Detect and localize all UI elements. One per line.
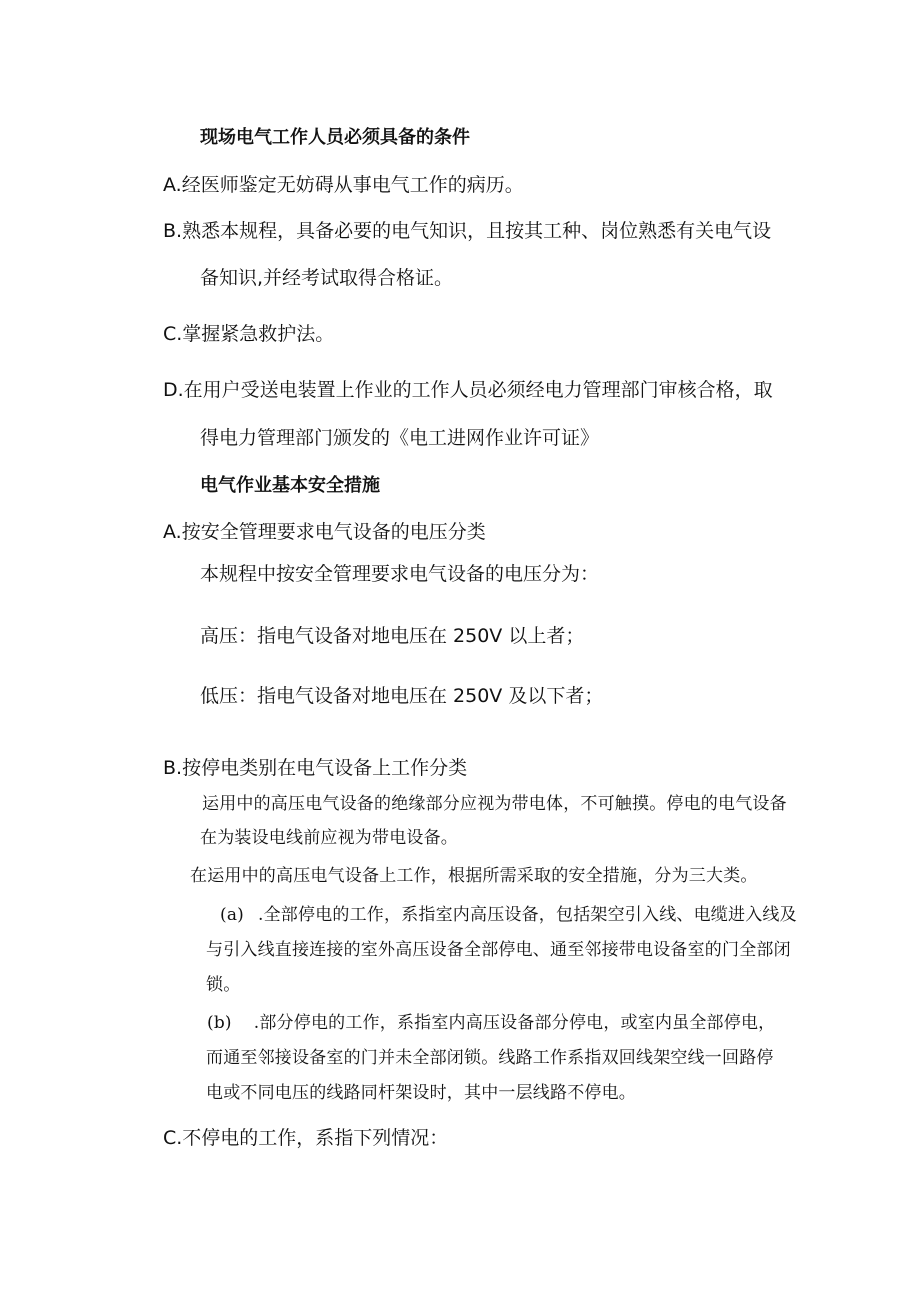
section2-b-paragraph1-line2: 在为装设电线前应视为带电设备。 xyxy=(200,828,458,848)
item-b-line2: 而通至邻接设备室的门并未全部闭锁。线路工作系指双回线架空线一回路停 xyxy=(206,1048,774,1068)
section1-item-b-line2: 备知识,并经考试取得合格证。 xyxy=(200,267,454,289)
section1-item-b-line1: B.熟悉本规程，具备必要的电气知识，且按其工种、岗位熟悉有关电气设 xyxy=(163,220,772,242)
section1-title: 现场电气工作人员必须具备的条件 xyxy=(200,127,470,148)
section1-item-c: C.掌握紧急救护法。 xyxy=(163,323,335,345)
item-a-line2: 与引入线直接连接的室外高压设备全部停电、通至邻接带电设备室的门全部闭 xyxy=(206,940,791,960)
section2-b-paragraph1-line1: 运用中的高压电气设备的绝缘部分应视为带电体，不可触摸。停电的电气设备 xyxy=(202,794,787,814)
section2-item-c: C.不停电的工作，系指下列情况： xyxy=(163,1127,449,1149)
item-b-line1 xyxy=(207,1011,775,1035)
item-a-line3: 锁。 xyxy=(206,975,241,995)
section2-item-a-intro: 本规程中按安全管理要求电气设备的电压分为： xyxy=(200,563,600,585)
section1-item-d-line1: D.在用户受送电装置上作业的工作人员必须经电力管理部门审核合格，取 xyxy=(163,379,773,401)
item-b-line3: 电或不同电压的线路同杆架设时，其中一层线路不停电。 xyxy=(206,1083,636,1103)
item-a-tag: (a) xyxy=(220,905,244,925)
section1-item-a: A.经医师鉴定无妨碍从事电气工作的病历。 xyxy=(163,174,524,196)
section2-item-a: A.按安全管理要求电气设备的电压分类 xyxy=(163,521,486,543)
item-a-line1 xyxy=(220,903,797,927)
item-a-text: .全部停电的工作，系指室内高压设备，包括架空引入线、电缆进入线及 xyxy=(258,905,797,925)
item-b-tag: (b) xyxy=(207,1013,232,1033)
low-voltage-definition: 低压：指电气设备对地电压在 250V 及以下者； xyxy=(200,685,604,707)
section1-item-d-line2: 得电力管理部门颁发的《电工进网作业许可证》 xyxy=(200,427,600,449)
item-b-text: .部分停电的工作，系指室内高压设备部分停电，或室内虽全部停电， xyxy=(253,1013,776,1033)
section2-b-paragraph2: 在运用中的高压电气设备上工作，根据所需采取的安全措施，分为三大类。 xyxy=(190,866,758,886)
high-voltage-definition: 高压：指电气设备对地电压在 250V 以上者； xyxy=(200,625,585,647)
section2-title: 电气作业基本安全措施 xyxy=(200,475,380,496)
section2-item-b: B.按停电类别在电气设备上工作分类 xyxy=(163,757,468,779)
